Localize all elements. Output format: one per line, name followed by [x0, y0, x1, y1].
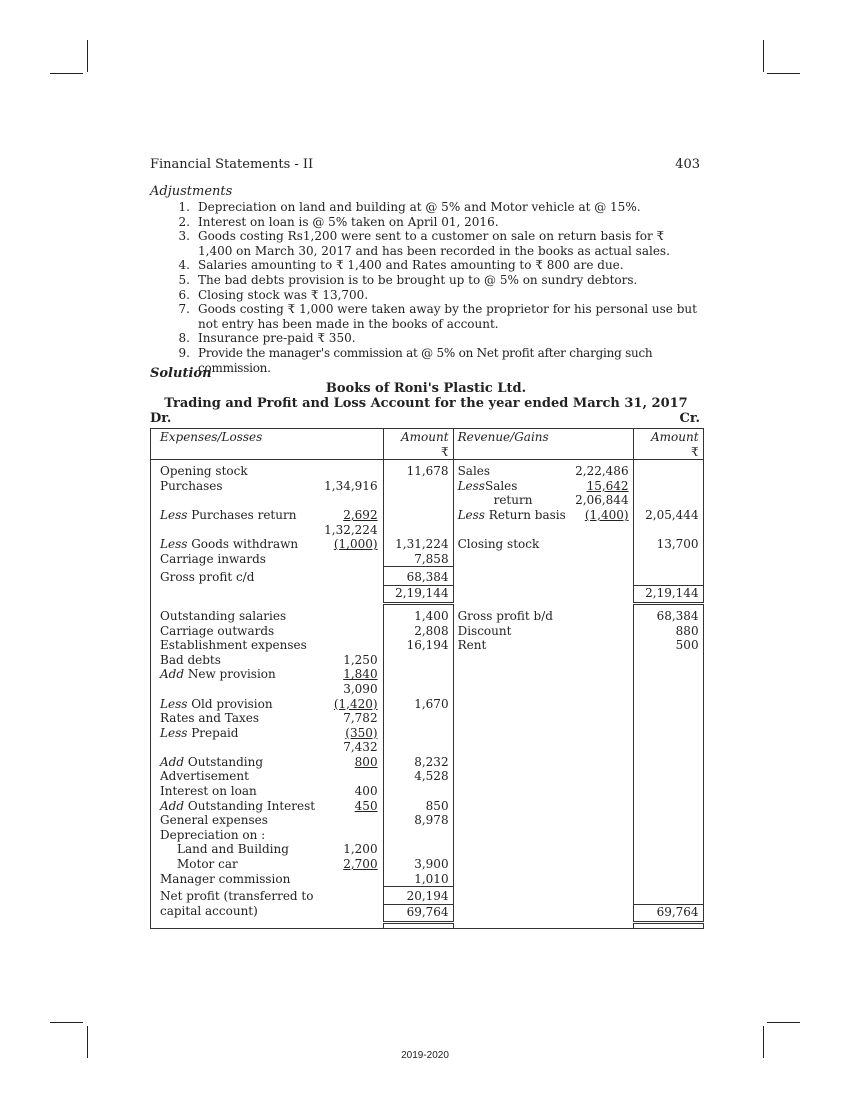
adjustments-list	[150, 200, 702, 375]
trading-pl-account-table	[150, 428, 704, 929]
table-header	[151, 429, 704, 460]
crop-mark	[50, 73, 83, 74]
list-item: 7. Goods costing ₹ 1,000 were taken away by the proprietor for his personal use but not entry has been made in the books of account.	[178, 302, 697, 331]
trading-total: 2,19,144	[383, 585, 453, 603]
table-row: Outstanding salaries 1,400 Gross profit b/d 68,384	[151, 609, 704, 624]
account-title: Books of Roni's Plastic Ltd.	[325, 381, 527, 396]
table-row: Advertisement 4,528	[151, 769, 704, 784]
column-header: Amount ₹	[633, 429, 703, 460]
crop-mark	[767, 1022, 800, 1023]
list-item: 2. Interest on loan is @ 5% taken on April 01, 2016.	[178, 214, 499, 229]
table-row: Bad debts 1,250	[151, 653, 704, 668]
solution-label: Solution	[150, 366, 212, 381]
page-footer: 2019-2020	[401, 1050, 449, 1061]
table-row: Manager commission 1,010	[151, 872, 704, 887]
list-item: 3. Goods costing Rs1,200 were sent to a customer on sale on return basis for ₹ 1,400 on March 30, 2017 and has been recorded in the books as actual sales.	[178, 229, 670, 258]
table-row: Motor car 2,700 3,900	[151, 857, 704, 872]
table-row: Purchases 1,34,916 LessSales 15,642	[151, 479, 704, 494]
table-row: 1,32,224	[151, 523, 704, 538]
table-row: Net profit (transferred to 20,194	[151, 887, 704, 905]
running-header: Financial Statements - II	[150, 157, 314, 172]
crop-mark	[767, 73, 800, 74]
table-row: Less Goods withdrawn (1,000) 1,31,224 Closing stock 13,700	[151, 537, 704, 552]
crop-mark	[87, 40, 88, 72]
account-subtitle: Trading and Profit and Loss Account for the year ended March 31, 2017	[164, 396, 688, 411]
table-row: Opening stock 11,678 Sales 2,22,486	[151, 464, 704, 479]
debit-label: Dr.	[150, 411, 172, 426]
table-row: Carriage outwards 2,808 Discount 880	[151, 624, 704, 639]
list-item: 1. Depreciation on land and building at @ 5% and Motor vehicle at @ 15%.	[178, 200, 641, 214]
adjustments-title: Adjustments	[150, 184, 233, 199]
crop-mark	[50, 1022, 83, 1023]
column-header: Amount ₹	[383, 429, 453, 460]
pl-total: 69,764	[383, 904, 453, 922]
list-item: 5. The bad debts provision is to be brought up to @ 5% on sundry debtors.	[178, 272, 638, 287]
list-item: 6. Closing stock was ₹ 13,700.	[178, 287, 369, 302]
table-row: Carriage inwards 7,858	[151, 552, 704, 567]
column-header: Revenue/Gains	[453, 429, 571, 460]
table-row: Less Purchases return 2,692 Less Return basis (1,400) 2,05,444	[151, 508, 704, 523]
pl-total: 69,764	[633, 904, 703, 922]
trading-total: 2,19,144	[633, 585, 703, 603]
table-row: Less Prepaid (350)	[151, 726, 704, 741]
table-row: capital account) 69,764 69,764	[151, 904, 704, 922]
table-row	[151, 585, 704, 603]
table-row: 3,090	[151, 682, 704, 697]
table-row: Less Old provision (1,420) 1,670	[151, 697, 704, 712]
table-row: Add Outstanding 800 8,232	[151, 755, 704, 770]
table-row: Land and Building 1,200	[151, 842, 704, 857]
table-row: Establishment expenses 16,194 Rent 500	[151, 638, 704, 653]
table-row: return 2,06,844	[151, 493, 704, 508]
list-item: 4. Salaries amounting to ₹ 1,400 and Rates amounting to ₹ 800 are due.	[178, 258, 624, 273]
column-header: Expenses/Losses	[151, 429, 320, 460]
list-item: 9. Provide the manager's commission at @ 5% on Net profit after charging such commission.	[178, 345, 653, 375]
table-row: 7,432	[151, 740, 704, 755]
table-row: Rates and Taxes 7,782	[151, 711, 704, 726]
page-number: 403	[675, 157, 700, 172]
crop-mark	[763, 40, 764, 72]
table-row: Depreciation on :	[151, 828, 704, 843]
credit-label: Cr.	[679, 411, 700, 426]
table-row: General expenses 8,978	[151, 813, 704, 828]
table-row: Interest on loan 400	[151, 784, 704, 799]
table-row: Gross profit c/d 68,384	[151, 567, 704, 586]
list-item: 8. Insurance pre-paid ₹ 350.	[178, 331, 356, 346]
table-row: Add Outstanding Interest 450 850	[151, 799, 704, 814]
table-row: Add New provision 1,840	[151, 667, 704, 682]
